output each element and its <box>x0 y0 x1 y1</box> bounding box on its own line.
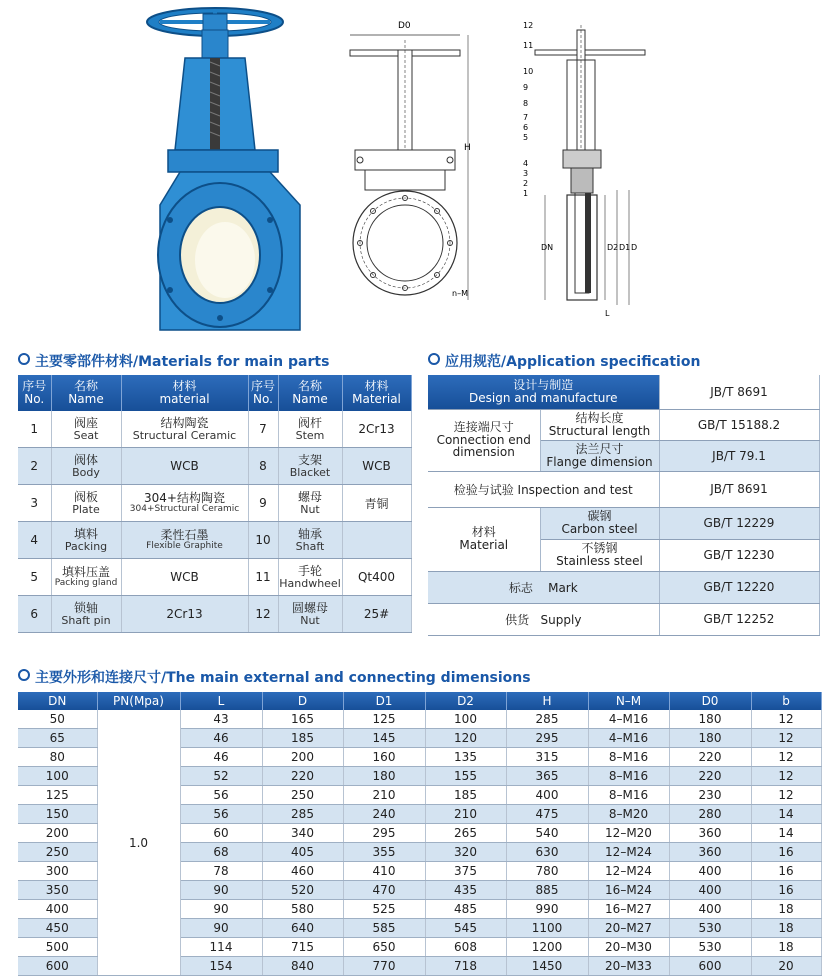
col-d1: D1 <box>343 692 425 710</box>
table-row: 2 阀体 Body WCB 8 支架 Blacket WCB <box>18 448 411 485</box>
label-d0: D0 <box>398 21 411 31</box>
header-name: 名称 Name <box>51 375 121 411</box>
dimensions-heading <box>18 667 531 687</box>
ring-bullet-icon <box>18 353 30 365</box>
table-row: 65 46 185 145 120 295 4–M16 180 12 <box>18 729 821 748</box>
label-9: 9 <box>523 83 529 92</box>
table-row: 250 68 405 355 320 630 12–M24 360 16 <box>18 843 821 862</box>
label-h: H <box>464 143 471 153</box>
col-d0: D0 <box>669 692 751 710</box>
application-heading <box>428 351 700 371</box>
header-name-2: 名称 Name <box>278 375 342 411</box>
header-no: 序号 No. <box>18 375 51 411</box>
front-view-drawing <box>340 0 480 315</box>
pn-value: 1.0 <box>97 710 180 976</box>
design-row: 设计与制造 Design and manufacture JB/T 8691 <box>428 375 819 409</box>
application-table <box>428 375 820 636</box>
ring-bullet-icon <box>428 353 440 365</box>
table-row: 400 90 580 525 485 990 16–M27 400 18 <box>18 900 821 919</box>
materials-heading <box>18 351 329 371</box>
table-row: 100 52 220 180 155 365 8–M16 220 12 <box>18 767 821 786</box>
materials-title: 主要零部件材料/Materials for main parts <box>35 354 330 370</box>
table-row: 200 60 340 295 265 540 12–M20 360 14 <box>18 824 821 843</box>
carbon-row: 材料 Material 碳钢 Carbon steel GB/T 12229 <box>428 507 819 539</box>
ring-bullet-icon <box>18 669 30 681</box>
table-row: 350 90 520 470 435 885 16–M24 400 16 <box>18 881 821 900</box>
table-row: 125 56 250 210 185 400 8–M16 230 12 <box>18 786 821 805</box>
label-l: L <box>605 309 610 318</box>
table-row: 3 阀板 Plate 304+结构陶瓷 304+Structural Ceramic 9 螺母 Nut 青铜 <box>18 485 411 522</box>
supply-row: 供货 Supply GB/T 12252 <box>428 603 819 635</box>
header-material-2: 材料 Material <box>342 375 411 411</box>
header-no-2: 序号 No. <box>248 375 278 411</box>
table-row: 4 填料 Packing 柔性石墨 Flexible Graphite 10 轴承 Shaft <box>18 522 411 559</box>
dimensions-title: 主要外形和连接尺寸/The main external and connecting dimensions <box>35 670 531 686</box>
label-6: 6 <box>523 123 529 132</box>
col-h: H <box>506 692 588 710</box>
label-5: 5 <box>523 133 529 142</box>
label-1: 1 <box>523 189 529 198</box>
application-title: 应用规范/Application specification <box>445 354 701 370</box>
table-row: 6 锁轴 Shaft pin 2Cr13 12 圆螺母 Nut 25# <box>18 596 411 633</box>
table-row: 5 填料压盖 Packing gland WCB 11 手轮 Handwheel Qt400 <box>18 559 411 596</box>
col-d: D <box>262 692 343 710</box>
header-material: 材料 material <box>121 375 248 411</box>
col-b: b <box>751 692 821 710</box>
materials-header-row <box>18 375 411 411</box>
col-dn: DN <box>18 692 97 710</box>
label-12: 12 <box>523 21 534 30</box>
col-l: L <box>180 692 262 710</box>
table-row: 1 阀座 Seat 结构陶瓷 Structural Ceramic 7 阀杆 Stem 2Cr13 <box>18 411 411 448</box>
structural-row: 连接端尺寸 Connection end dimension 结构长度 Structural length GB/T 15188.2 <box>428 409 819 440</box>
label-4: 4 <box>523 159 529 168</box>
table-row: 300 78 460 410 375 780 12–M24 400 16 <box>18 862 821 881</box>
label-d1: D1 <box>619 243 631 252</box>
table-row: 150 56 285 240 210 475 8–M20 280 14 <box>18 805 821 824</box>
label-2: 2 <box>523 179 529 188</box>
col-d2: D2 <box>425 692 506 710</box>
table-row: 80 46 200 160 135 315 8–M16 220 12 <box>18 748 821 767</box>
inspection-row: 检验与试验 Inspection and test JB/T 8691 <box>428 471 819 507</box>
stainless-row: 不锈钢 Stainless steel GB/T 12230 <box>428 539 819 571</box>
label-d: D <box>631 243 638 252</box>
label-8: 8 <box>523 99 529 108</box>
side-section-drawing <box>505 0 650 320</box>
materials-table <box>18 375 412 633</box>
label-3: 3 <box>523 169 529 178</box>
col-nm: N–M <box>588 692 669 710</box>
table-row: 450 90 640 585 545 1100 20–M27 530 18 <box>18 919 821 938</box>
label-d2: D2 <box>607 243 619 252</box>
dimensions-table <box>18 692 822 976</box>
table-row: 500 114 715 650 608 1200 20–M30 530 18 <box>18 938 821 957</box>
flange-row: 法兰尺寸 Flange dimension JB/T 79.1 <box>428 440 819 471</box>
col-pn: PN(Mpa) <box>97 692 180 710</box>
mark-row: 标志 Mark GB/T 12220 <box>428 571 819 603</box>
label-10: 10 <box>523 67 534 76</box>
label-11: 11 <box>523 41 534 50</box>
table-row: 50 1.0 43 165 125 100 285 4–M16 180 12 <box>18 710 821 729</box>
label-7: 7 <box>523 113 529 122</box>
knife-gate-valve-photo <box>140 0 310 335</box>
dimensions-header-row <box>18 692 821 710</box>
table-row: 600 154 840 770 718 1450 20–M33 600 20 <box>18 957 821 976</box>
label-nm: n–M <box>452 289 468 298</box>
label-dn: DN <box>541 243 554 252</box>
